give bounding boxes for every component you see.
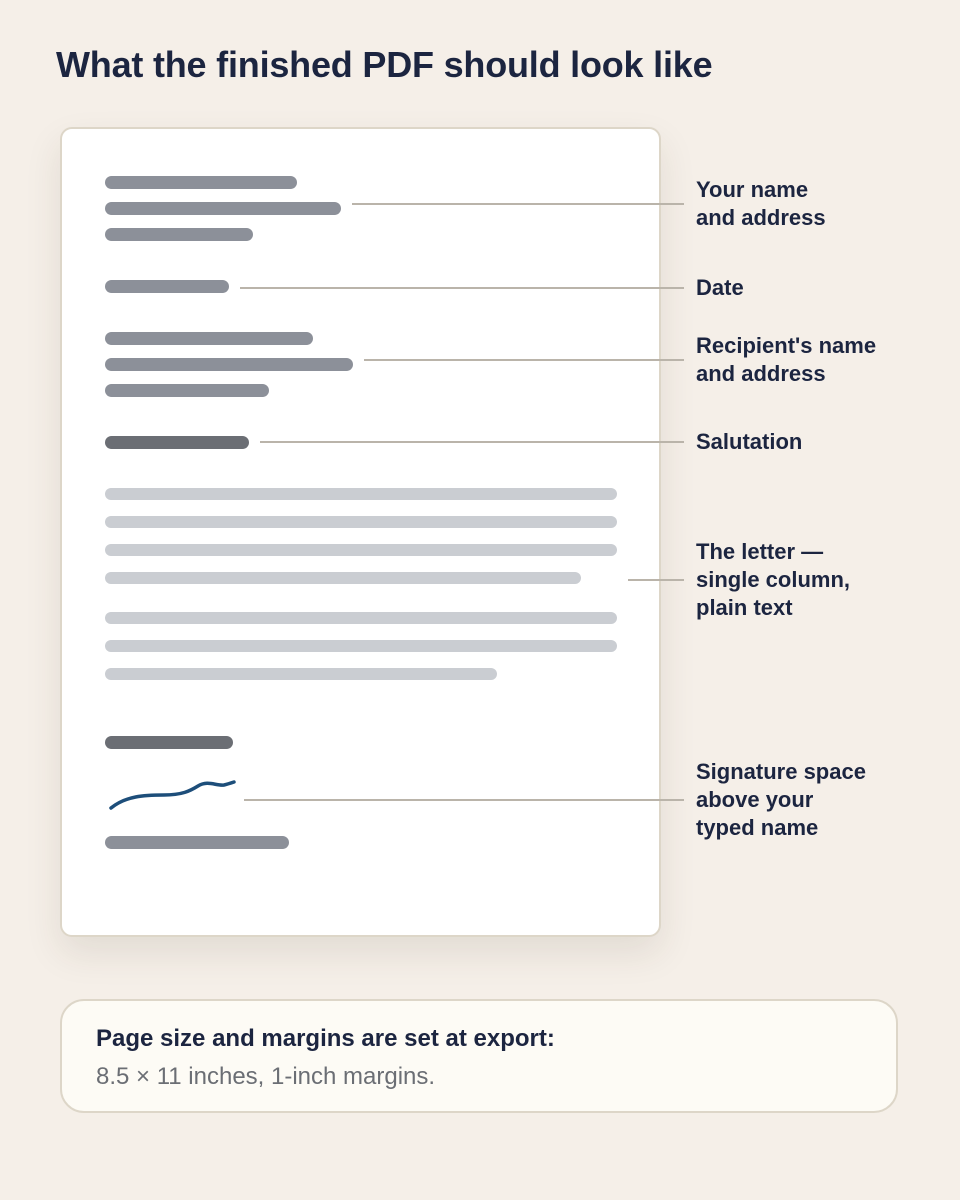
label-date xyxy=(696,274,744,302)
leader-line-date xyxy=(240,287,684,289)
label-line: Signature space xyxy=(696,759,866,784)
page-title: What the finished PDF should look like xyxy=(56,44,713,85)
label-line: and address xyxy=(696,205,826,230)
body-text-line xyxy=(105,668,497,680)
export-note-body: 8.5 × 11 inches, 1-inch margins. xyxy=(96,1063,436,1090)
label-recipient xyxy=(696,332,876,388)
recipient-line xyxy=(105,332,313,345)
label-sender xyxy=(696,176,826,232)
label-line: The letter — xyxy=(696,539,824,564)
body-text-line xyxy=(105,516,617,528)
label-line: typed name xyxy=(696,815,819,840)
label-line: above your xyxy=(696,787,814,812)
leader-line-signature xyxy=(244,799,684,801)
leader-line-recipient xyxy=(364,359,684,361)
sender-line xyxy=(105,202,341,215)
recipient-line xyxy=(105,358,353,371)
leader-line-salutation xyxy=(260,441,684,443)
leader-line-sender xyxy=(352,203,684,205)
body-text-line xyxy=(105,544,617,556)
export-note-heading: Page size and margins are set at export: xyxy=(96,1025,555,1052)
body-text-line xyxy=(105,572,581,584)
leader-line-body xyxy=(628,579,684,581)
label-line: single column, xyxy=(696,567,851,592)
label-line: Your name xyxy=(696,177,809,202)
label-body xyxy=(696,538,850,622)
export-note-card xyxy=(60,999,898,1113)
label-line: Salutation xyxy=(696,429,803,454)
closing-line xyxy=(105,736,233,749)
typed-name-line xyxy=(105,836,289,849)
label-salutation xyxy=(696,428,802,456)
sender-line xyxy=(105,176,297,189)
body-text-line xyxy=(105,488,617,500)
date-line xyxy=(105,280,229,293)
sender-line xyxy=(105,228,253,241)
body-text-line xyxy=(105,612,617,624)
label-line: Date xyxy=(696,275,744,300)
salutation-line xyxy=(105,436,249,449)
recipient-line xyxy=(105,384,269,397)
label-line: Recipient's name xyxy=(696,333,877,358)
body-text-line xyxy=(105,640,617,652)
label-line: plain text xyxy=(696,595,793,620)
label-signature xyxy=(696,758,866,842)
label-line: and address xyxy=(696,361,826,386)
signature-scribble-icon xyxy=(100,770,244,818)
